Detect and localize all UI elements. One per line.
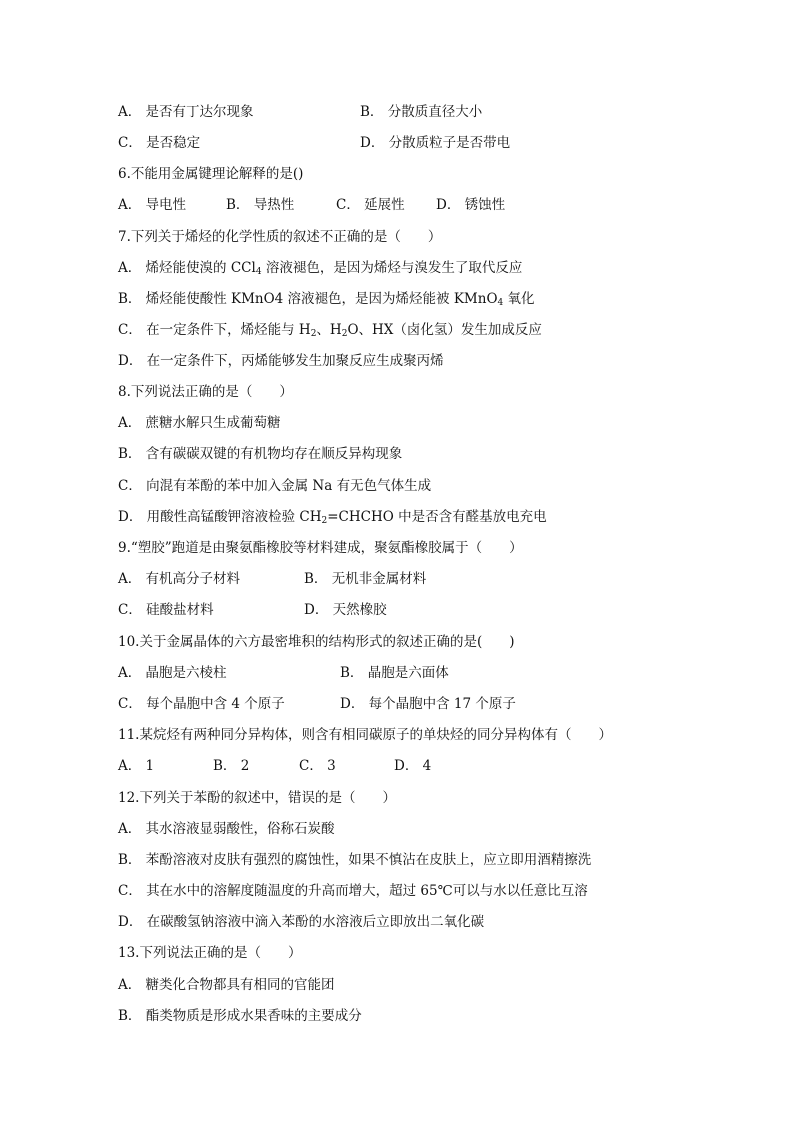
option-c: C． 其在水中的溶解度随温度的升高而增大，超过 65℃可以与水以任意比互溶	[118, 883, 588, 899]
option-d: D． 每个晶胞中含 17 个原子	[340, 696, 516, 712]
text-segment: B． 烯烃能使酸性 KMnO4 溶液褪色，是因为烯烃能被 KMnO	[118, 291, 498, 307]
subscript: 2	[341, 329, 348, 339]
text-segment: 、H	[316, 322, 342, 338]
option-d	[118, 508, 547, 526]
option-a: A． 导电性	[118, 197, 187, 213]
option-d: D． 4	[394, 758, 432, 774]
question-8: 8.下列说法正确的是（ ）	[118, 384, 293, 400]
text-segment: C． 在一定条件下，烯烃能与 H	[118, 322, 311, 338]
option-d: D． 天然橡胶	[304, 602, 387, 618]
option-a: A． 是否有丁达尔现象	[118, 104, 254, 120]
option-c: C． 延展性	[336, 197, 405, 213]
option-a: A． 晶胞是六棱柱	[118, 665, 227, 681]
text-segment: 溶液褪色，是因为烯烃与溴发生了取代反应	[261, 260, 523, 276]
text-segment: 氧化	[503, 291, 535, 307]
text-segment: A． 烯烃能使溴的 CCl	[118, 260, 256, 276]
option-b	[118, 290, 535, 308]
question-11: 11.某烷烃有两种同分异构体，则含有相同碳原子的单炔烃的同分异构体有（ ）	[118, 727, 612, 743]
option-a: A． 蔗糖水解只生成葡萄糖	[118, 415, 281, 431]
option-d: D． 在碳酸氢钠溶液中滴入苯酚的水溶液后立即放出二氧化碳	[118, 914, 485, 930]
question-6: 6.不能用金属键理论解释的是()	[118, 166, 304, 182]
subscript: 4	[497, 298, 504, 308]
option-a: A． 有机高分子材料	[118, 571, 241, 587]
text-segment: D． 用酸性高锰酸钾溶液检验 CH	[118, 509, 322, 525]
option-b: B． 导热性	[226, 197, 295, 213]
option-b: B． 无机非金属材料	[304, 571, 427, 587]
text-segment: =CHCHO 中是否含有醛基放电充电	[327, 509, 547, 525]
option-a: A． 糖类化合物都具有相同的官能团	[118, 977, 335, 993]
option-a: A． 其水溶液显弱酸性，俗称石炭酸	[118, 821, 335, 837]
question-9: 9.“塑胶”跑道是由聚氨酯橡胶等材料建成，聚氨酯橡胶属于（ ）	[118, 540, 523, 556]
option-a	[118, 259, 522, 277]
option-c: C． 3	[299, 758, 336, 774]
question-7: 7.下列关于烯烃的化学性质的叙述不正确的是（ ）	[118, 229, 442, 245]
question-10: 10.关于金属晶体的六方最密堆积的结构形式的叙述正确的是( )	[118, 634, 515, 650]
question-13: 13.下列说法正确的是（ ）	[118, 945, 302, 961]
option-b: B． 2	[213, 758, 250, 774]
option-c: C． 每个晶胞中含 4 个原子	[118, 696, 285, 712]
option-d: D． 锈蚀性	[436, 197, 506, 213]
subscript: 2	[321, 516, 328, 526]
option-c	[118, 321, 542, 339]
option-b: B． 分散质直径大小	[360, 104, 483, 120]
subscript: 4	[255, 267, 262, 277]
option-c: C． 硅酸盐材料	[118, 602, 214, 618]
question-12: 12.下列关于苯酚的叙述中，错误的是（ ）	[118, 790, 396, 806]
text-segment: O、HX（卤化氢）发生加成反应	[347, 322, 542, 338]
subscript: 2	[310, 329, 317, 339]
option-c: C． 向混有苯酚的苯中加入金属 Na 有无色气体生成	[118, 478, 432, 494]
option-a: A． 1	[118, 758, 155, 774]
option-b: B． 苯酚溶液对皮肤有强烈的腐蚀性，如果不慎沾在皮肤上，应立即用酒精擦洗	[118, 852, 592, 868]
option-b: B． 含有碳碳双键的有机物均存在顺反异构现象	[118, 446, 403, 462]
option-b: B． 酯类物质是形成水果香味的主要成分	[118, 1008, 362, 1024]
option-d: D． 在一定条件下，丙烯能够发生加聚反应生成聚丙烯	[118, 353, 444, 369]
option-d: D． 分散质粒子是否带电	[360, 135, 511, 151]
option-c: C． 是否稳定	[118, 135, 201, 151]
option-b: B． 晶胞是六面体	[340, 665, 449, 681]
